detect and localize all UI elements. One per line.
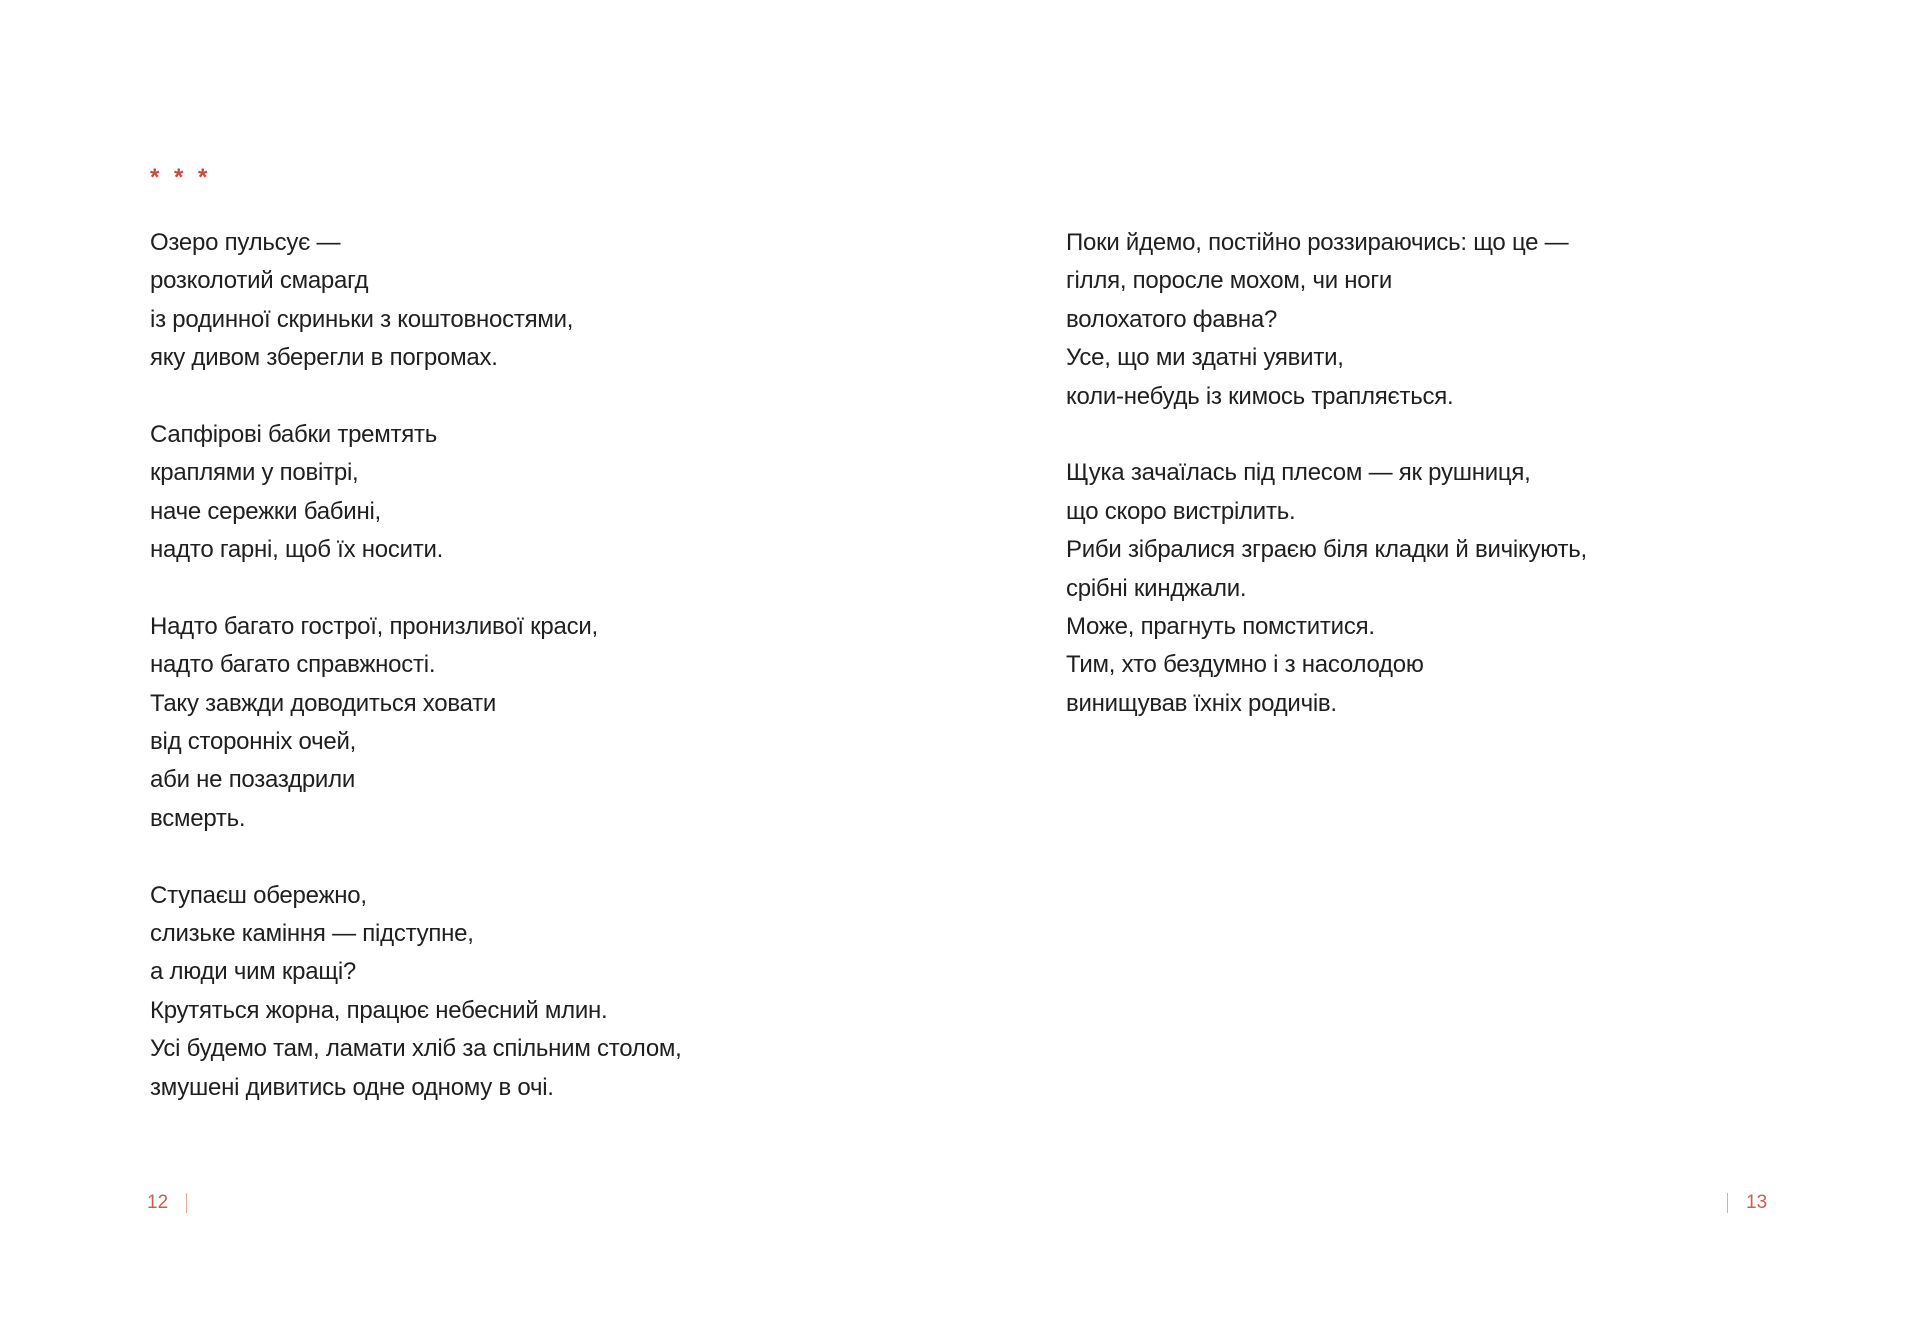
stanza: [150, 416, 682, 570]
poem-line: Усі будемо там, ламати хліб за спільним столом,: [150, 1035, 682, 1063]
poem-line: краплями у повітрі,: [150, 459, 359, 487]
stanza: [150, 608, 682, 838]
poem-line: від сторонніх очей,: [150, 728, 357, 756]
poem-line: Ступаєш обережно,: [150, 881, 367, 909]
poem-line: надто гарні, щоб їх носити.: [150, 536, 444, 564]
poem-line: Крутяться жорна, працює небесний млин.: [150, 996, 608, 1024]
poem-right-column: [1066, 224, 1587, 723]
poem-line: аби не позаздрили: [150, 766, 355, 794]
stanza: [150, 224, 682, 378]
page-number: 13: [1746, 1192, 1768, 1213]
page-number: 12: [147, 1192, 169, 1213]
stanza: [1066, 224, 1587, 416]
poem-line: слизьке каміння — підступне,: [150, 920, 474, 948]
poem-line: Таку завжди доводиться ховати: [150, 689, 497, 717]
poem-line: що скоро вистрілить.: [1066, 497, 1296, 525]
poem-line: волохатого фавна?: [1066, 305, 1278, 333]
folio-divider: [1727, 1193, 1728, 1213]
poem-left-column: [150, 224, 682, 1107]
poem-line: срібні кинджали.: [1066, 574, 1247, 602]
page-number-right: [1727, 1192, 1767, 1214]
section-mark-asterisks: * * *: [150, 164, 212, 191]
poem-line: коли-небудь із кимось трапляється.: [1066, 382, 1454, 410]
poem-line: Поки йдемо, постійно роззираючись: що це —: [1066, 229, 1569, 256]
poem-line: Озеро пульсує —: [150, 229, 341, 256]
poem-line: а люди чим кращі?: [150, 958, 357, 986]
poem-line: Може, прагнуть помститися.: [1066, 612, 1375, 640]
right-page: [960, 0, 1920, 1326]
poem-line: яку дивом зберегли в погромах.: [150, 344, 498, 372]
poem-line: Риби зібралися зграєю біля кладки й вичікують,: [1066, 536, 1587, 564]
poem-line: розколотий смарагд: [150, 267, 369, 295]
poem-line: всмерть.: [150, 804, 246, 832]
poem-line: Сапфірові бабки тремтять: [150, 420, 438, 448]
poem-line: наче сережки бабині,: [150, 497, 381, 525]
poem-line: винищував їхніх родичів.: [1066, 689, 1337, 717]
page-number-left: [147, 1192, 187, 1214]
poem-line: Усе, що ми здатні уявити,: [1066, 344, 1344, 372]
poem-line: Тим, хто бездумно і з насолодою: [1066, 651, 1424, 679]
poem-line: із родинної скриньки з коштовностями,: [150, 305, 574, 333]
poem-line: Щука зачаїлась під плесом — як рушниця,: [1066, 459, 1531, 487]
poem-line: змушені дивитись одне одному в очі.: [150, 1073, 554, 1101]
stanza: [1066, 454, 1587, 723]
poem-line: Надто багато гострої, пронизливої краси,: [150, 612, 598, 640]
poem-line: надто багато справжності.: [150, 651, 436, 679]
poem-line: гілля, поросле мохом, чи ноги: [1066, 267, 1393, 295]
stanza: [150, 877, 682, 1107]
folio-divider: [186, 1193, 187, 1213]
